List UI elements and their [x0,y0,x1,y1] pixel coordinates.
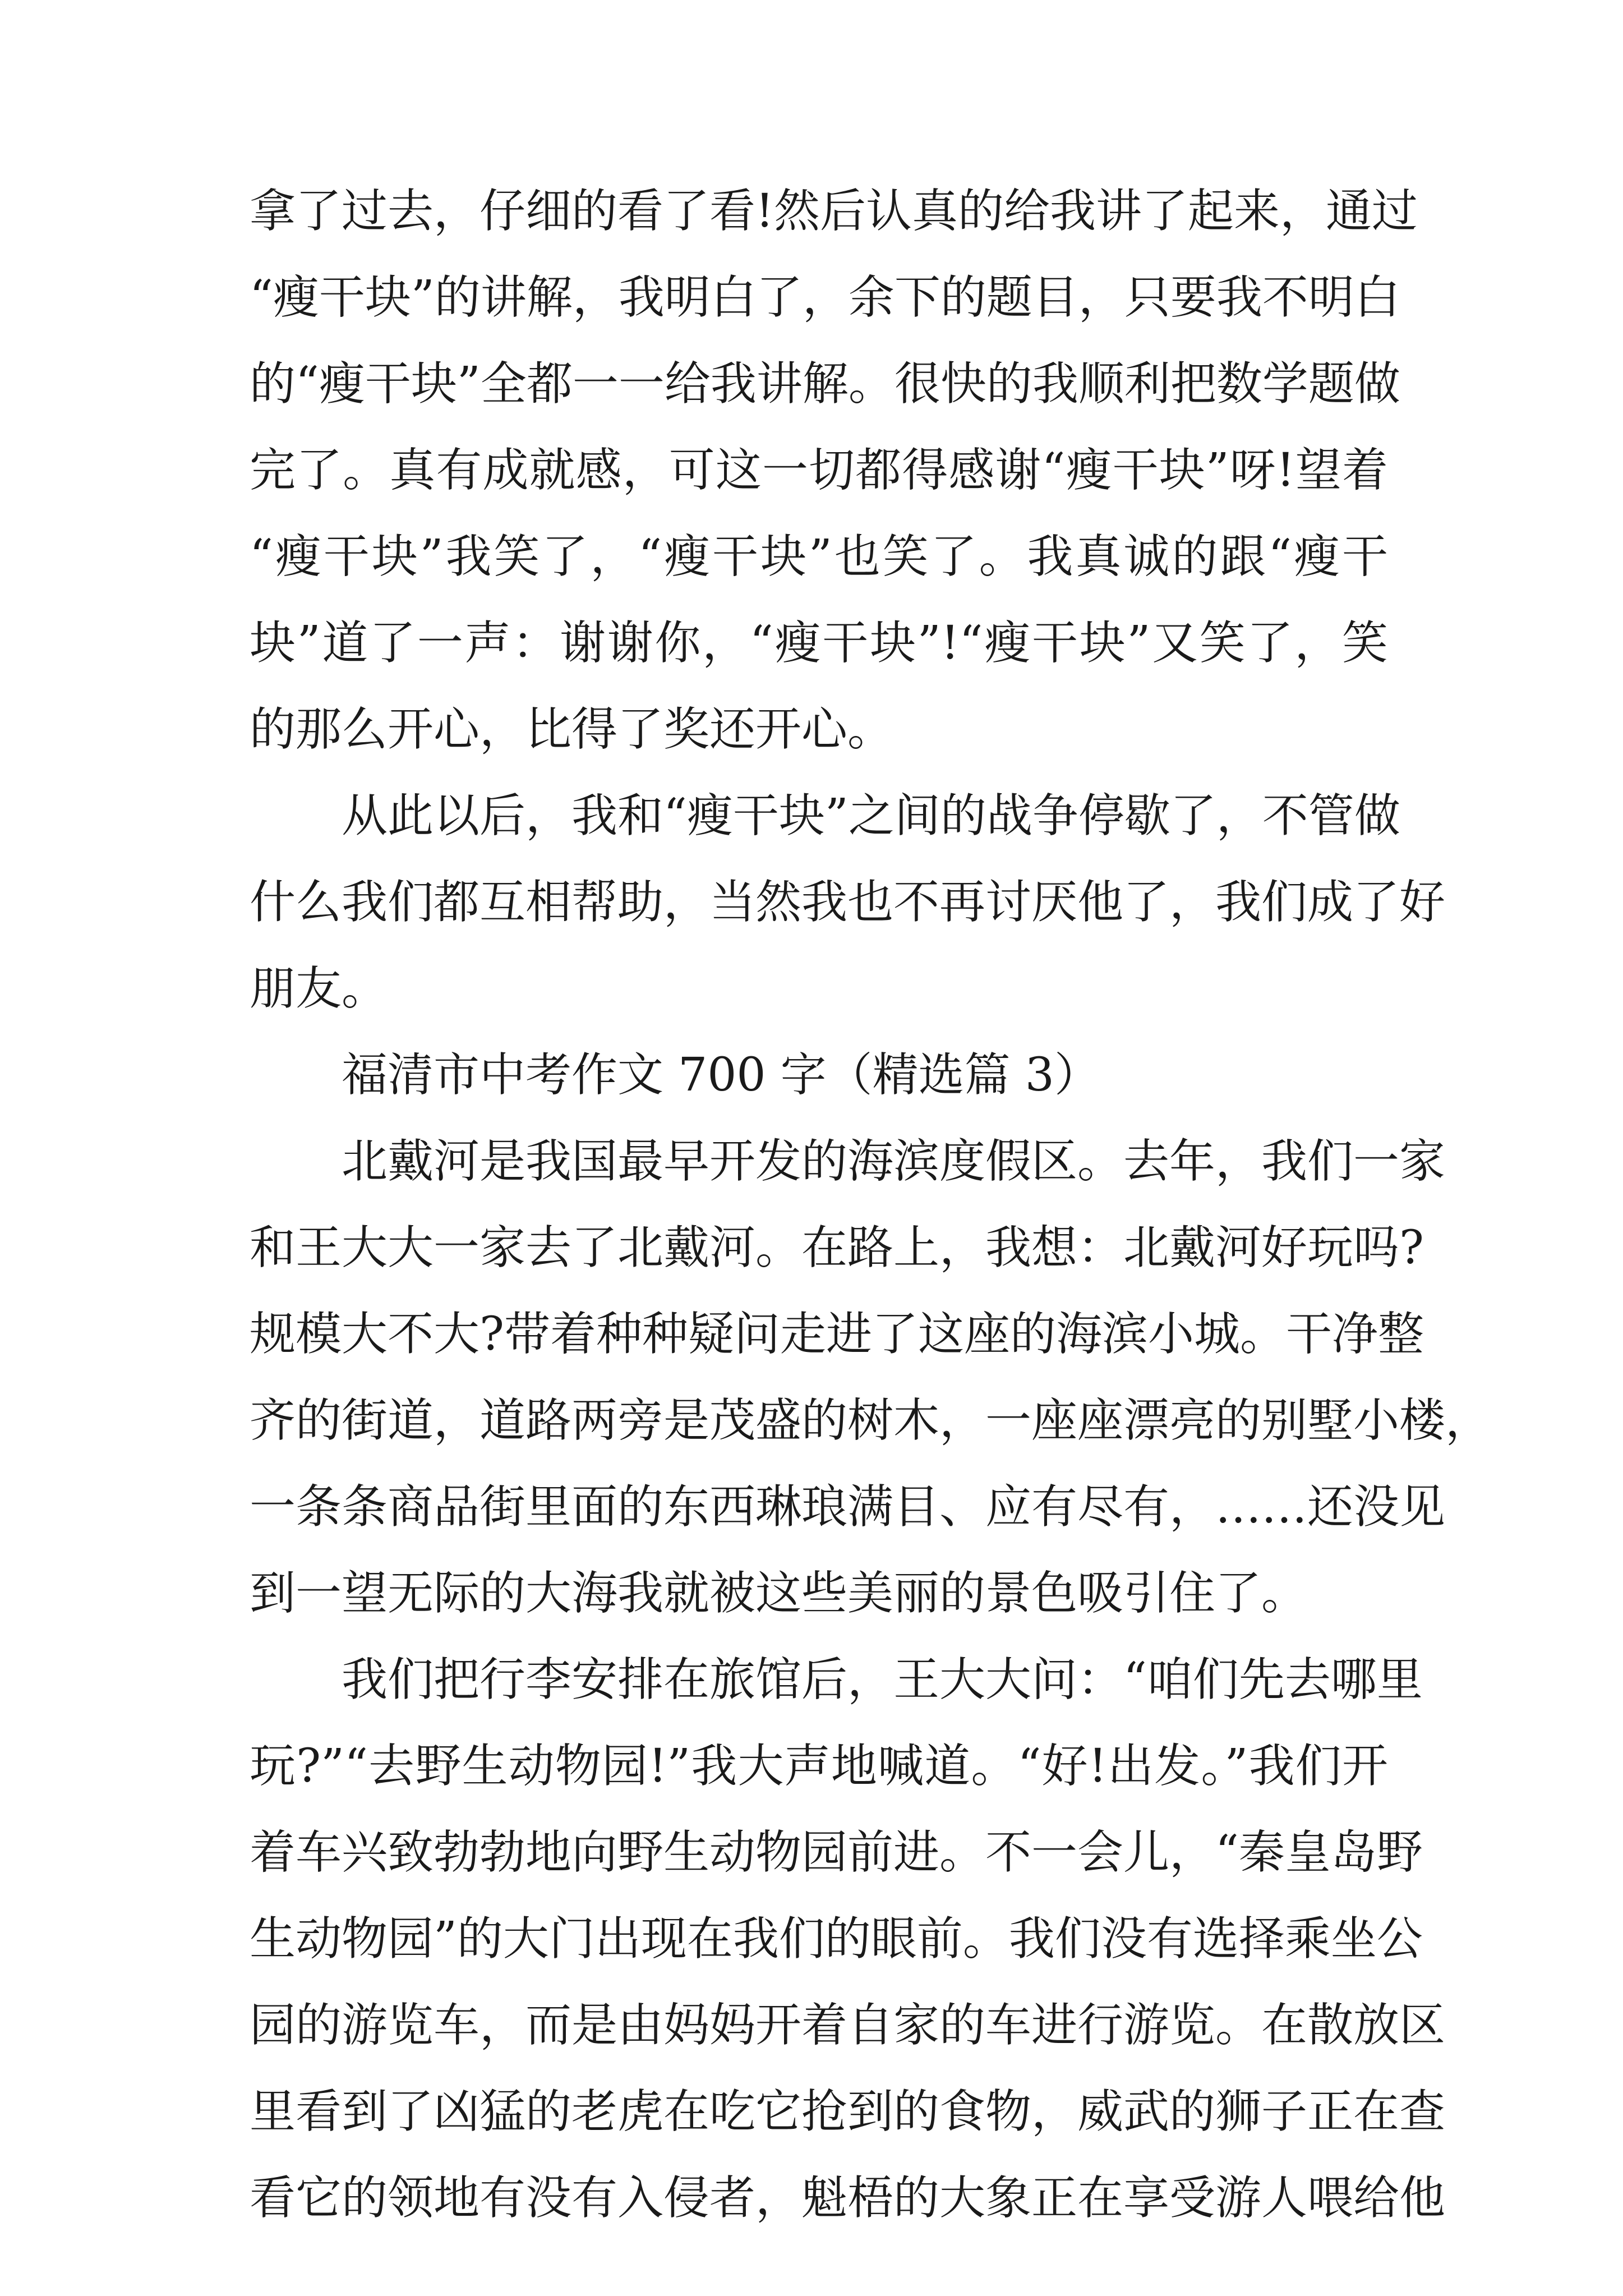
paragraph-line: 看它的领地有没有入侵者，魁梧的大象正在享受游人喂给他 [250,2171,1446,2225]
paragraph-line: 和王大大一家去了北戴河。在路上，我想：北戴河好玩吗? [250,1221,1424,1274]
paragraph-line: 块”道了一声：谢谢你，“瘦干块”!“瘦干块”又笑了，笑 [250,616,1388,670]
paragraph-line: “瘦干块”我笑了，“瘦干块”也笑了。我真诚的跟“瘦干 [250,530,1388,583]
paragraph-line: 生动物园”的大门出现在我们的眼前。我们没有选择乘坐公 [250,1912,1423,1966]
paragraph-line: 一条条商品街里面的东西琳琅满目、应有尽有，……还没见 [250,1480,1446,1534]
paragraph-line: 里看到了凶猛的老虎在吃它抢到的食物，威武的狮子正在查 [250,2085,1446,2138]
paragraph-line: 什么我们都互相帮助，当然我也不再讨厌他了，我们成了好 [250,876,1446,929]
paragraph-line: 的“瘦干块”全都一一给我讲解。很快的我顺利把数学题做 [250,357,1400,411]
paragraph-line: “瘦干块”的讲解，我明白了，余下的题目，只要我不明白 [250,271,1400,324]
paragraph-line: 玩?”“去野生动物园!”我大声地喊道。“好!出发。”我们开 [250,1740,1388,1793]
essay-body [250,168,1492,2242]
section-heading: 福清市中考作文 700 字（精选篇 3） [342,1048,1100,1102]
paragraph-line: 的那么开心，比得了奖还开心。 [250,703,894,756]
paragraph-line: 到一望无际的大海我就被这些美丽的景色吸引住了。 [250,1567,1308,1620]
paragraph-line: 园的游览车，而是由妈妈开着自家的车进行游览。在散放区 [250,1999,1446,2052]
paragraph-line: 规模大不大?带着种种疑问走进了这座的海滨小城。干净整 [250,1308,1424,1361]
paragraph-line: 朋友。 [250,962,388,1015]
paragraph-line: 拿了过去，仔细的看了看!然后认真的给我讲了起来，通过 [250,185,1418,238]
paragraph-line: 北戴河是我国最早开发的海滨度假区。去年，我们一家 [342,1135,1446,1188]
paragraph-line: 完了。真有成就感，可这一切都得感谢“瘦干块”呀!望着 [250,444,1388,497]
paragraph-line: 从此以后，我和“瘦干块”之间的战争停歇了，不管做 [342,789,1400,843]
paragraph-line: 我们把行李安排在旅馆后，王大大问：“咱们先去哪里 [342,1653,1423,1706]
paragraph-line: 着车兴致勃勃地向野生动物园前进。不一会儿，“秦皇岛野 [250,1826,1423,1879]
paragraph-line: 齐的街道，道路两旁是茂盛的树木，一座座漂亮的别墅小楼， [250,1394,1492,1447]
